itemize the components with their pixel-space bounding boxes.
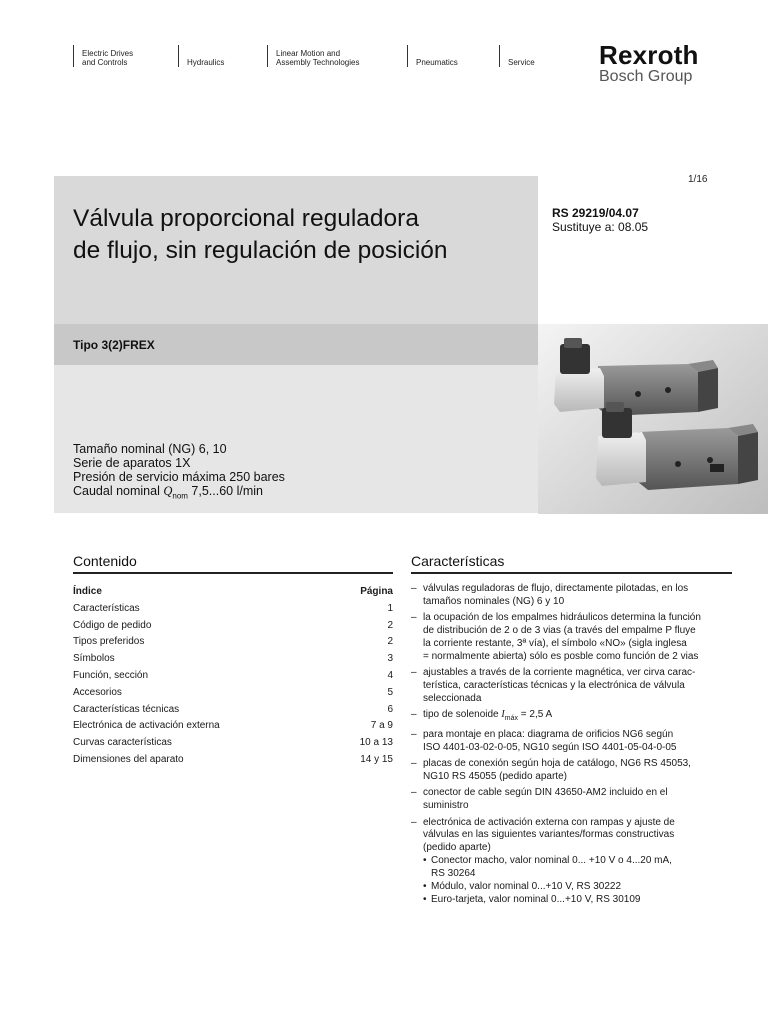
features-heading: Características	[411, 553, 505, 569]
spec-series: Serie de aparatos 1X	[73, 456, 191, 470]
feature-line: – placas de conexión según hoja de catálogo, NG6 RS 45053,	[423, 758, 691, 770]
toc-label: Accesorios	[73, 686, 122, 698]
toc-row[interactable]	[73, 618, 393, 635]
contents-table	[73, 584, 393, 769]
feature-line: = normalmente abierta) sólo es posble como función de 2 vias	[423, 650, 699, 662]
contents-heading: Contenido	[73, 553, 137, 569]
toc-label: Código de pedido	[73, 619, 152, 631]
feature-line: – ajustables a través de la corriente magnética, ver cirva carac-	[423, 667, 696, 679]
toc-label: Dimensiones del aparato	[73, 753, 184, 765]
feature-item-solenoid	[411, 709, 736, 726]
spec-nominal-size: Tamaño nominal (NG) 6, 10	[73, 442, 227, 456]
toc-row[interactable]	[73, 752, 393, 769]
spec-flow-prefix: Caudal nominal	[73, 484, 160, 498]
feature-line: – conector de cable según DIN 43650-AM2 incluido en el	[423, 787, 668, 799]
toc-page: 1	[387, 602, 393, 614]
feature-line: – electrónica de activación externa con rampas y ajuste de	[423, 816, 675, 828]
nav-label: Hydraulics	[187, 58, 225, 67]
feature-line: seleccionada	[423, 692, 482, 704]
nav-label: Pneumatics	[416, 58, 458, 67]
feature-line: NG10 RS 45055 (pedido aparte)	[423, 771, 567, 783]
rexroth-logo	[599, 42, 699, 86]
toc-label: Tipos preferidos	[73, 636, 145, 648]
feature-line: – la ocupación de los empalmes hidráulicos determina la función	[423, 612, 701, 624]
feature-line: RS 30264	[431, 868, 476, 880]
spec-flow	[73, 484, 285, 504]
nav-label: Electric Drives	[82, 49, 134, 58]
toc-label: Símbolos	[73, 653, 115, 665]
feature-item	[411, 787, 736, 813]
features-list	[411, 583, 736, 907]
nav-label: Assembly Technologies	[276, 58, 360, 67]
nav-label: Linear Motion and	[276, 49, 341, 58]
nav-linear-motion[interactable]	[267, 45, 359, 67]
toc-page: 5	[387, 686, 393, 698]
document-title	[73, 203, 448, 267]
logo-group: Bosch Group	[599, 68, 693, 85]
feature-item	[411, 817, 736, 856]
toc-page: 14 y 15	[360, 753, 393, 765]
feature-line: terística, características técnicas y la electrónica de válvula	[423, 679, 685, 691]
feature-item	[411, 758, 736, 784]
features-rule	[411, 572, 732, 574]
title-line: Válvula proporcional reguladora	[73, 205, 419, 232]
feature-item	[411, 583, 736, 609]
feature-item	[411, 612, 736, 664]
reference-block	[552, 206, 648, 234]
feature-item	[411, 667, 736, 706]
feature-line: • Euro-tarjeta, valor nominal 0...+10 V, RS 30109	[431, 894, 641, 906]
feature-subitem	[411, 894, 736, 907]
nav-electric-drives[interactable]	[73, 45, 133, 67]
page-number: 1/16	[688, 174, 708, 185]
valve-product-photo	[538, 324, 768, 514]
toc-page: 7 a 9	[370, 720, 393, 732]
toc-label: Electrónica de activación externa	[73, 720, 220, 732]
contents-col-page: Página	[360, 586, 393, 597]
feature-item	[411, 729, 736, 755]
feature-line: la corriente restante, 3ª vía), el símbolo «NO» (sigla inglesa	[423, 637, 687, 649]
feature-line: • Módulo, valor nominal 0...+10 V, RS 30222	[431, 881, 622, 893]
contents-rule	[73, 572, 393, 574]
reference-replaces: Sustituye a: 08.05	[552, 220, 649, 234]
feature-line: tipo de solenoide	[423, 709, 499, 721]
nav-service[interactable]	[499, 45, 535, 67]
toc-row[interactable]	[73, 651, 393, 668]
feature-line: tamaños nominales (NG) 6 y 10	[423, 595, 565, 607]
toc-page: 2	[387, 619, 393, 631]
feature-line: (pedido aparte)	[423, 842, 491, 854]
solenoid-sub: máx	[504, 715, 518, 723]
feature-line: – válvulas reguladoras de flujo, directamente pilotadas, en los	[423, 583, 689, 594]
specs-block	[73, 442, 285, 504]
toc-page: 6	[387, 703, 393, 715]
spec-flow-value: 7,5...60 l/min	[191, 484, 263, 498]
toc-row[interactable]	[73, 735, 393, 752]
feature-subitem	[411, 855, 736, 881]
valve-type: Tipo 3(2)FREX	[73, 338, 155, 352]
toc-page: 3	[387, 653, 393, 665]
feature-line: válvulas en las siguientes variantes/formas constructivas	[423, 829, 675, 841]
toc-row[interactable]	[73, 702, 393, 719]
toc-label: Función, sección	[73, 669, 149, 681]
feature-line: • Conector macho, valor nominal 0... +10 V o 4...20 mA,	[431, 855, 672, 867]
nav-label: Service	[508, 58, 535, 67]
toc-label: Curvas características	[73, 737, 172, 749]
feature-subitem	[411, 881, 736, 894]
contents-col-index: Índice	[73, 586, 102, 597]
feature-line: – para montaje en placa: diagrama de orificios NG6 según	[423, 729, 674, 741]
feature-line: suministro	[423, 800, 469, 812]
reference-code: RS 29219/04.07	[552, 206, 639, 220]
spec-flow-sub: nom	[172, 491, 188, 501]
contents-header-row	[73, 584, 393, 601]
toc-label: Características	[73, 602, 140, 614]
nav-label: and Controls	[82, 58, 128, 67]
feature-line: ISO 4401-03-02-0-05, NG10 según ISO 4401-05-04-0-05	[423, 742, 677, 754]
toc-row[interactable]	[73, 601, 393, 618]
toc-label: Características técnicas	[73, 703, 180, 715]
spec-flow-symbol: Q	[163, 484, 173, 498]
toc-row[interactable]	[73, 634, 393, 651]
nav-hydraulics[interactable]	[178, 45, 224, 67]
toc-row[interactable]	[73, 718, 393, 735]
nav-pneumatics[interactable]	[407, 45, 458, 67]
title-line: de flujo, sin regulación de posición	[73, 237, 448, 264]
solenoid-value: = 2,5 A	[520, 709, 553, 721]
solenoid-symbol: I	[501, 709, 505, 721]
logo-brand: Rexroth	[599, 40, 699, 70]
toc-row[interactable]	[73, 668, 393, 685]
feature-line: de distribución de 2 o de 3 vias (a través del empalme P fluye	[423, 625, 696, 637]
spec-pressure: Presión de servicio máxima 250 bares	[73, 470, 285, 484]
toc-page: 2	[387, 636, 393, 648]
toc-page: 10 a 13	[359, 737, 393, 749]
toc-row[interactable]	[73, 685, 393, 702]
toc-page: 4	[387, 669, 393, 681]
